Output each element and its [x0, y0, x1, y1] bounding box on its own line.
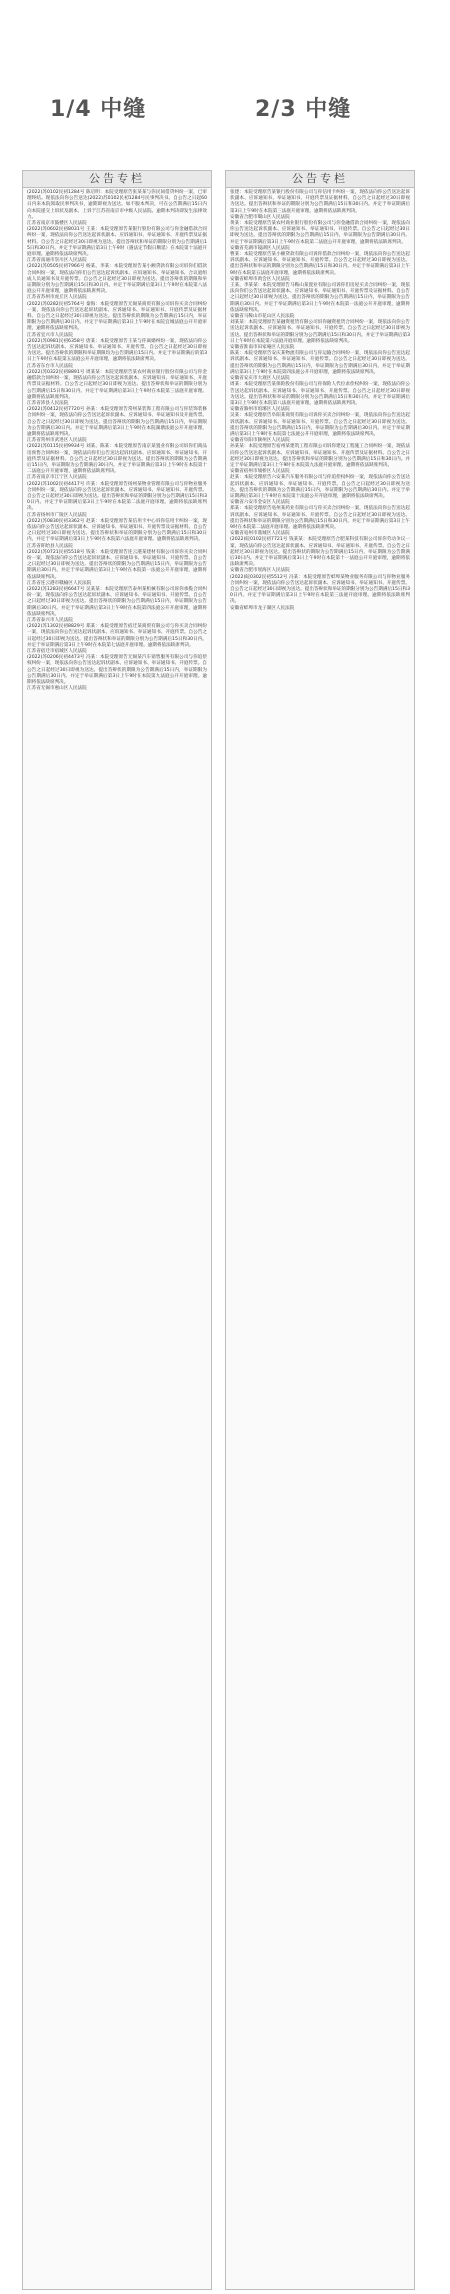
fold-labels [0, 0, 450, 170]
notice-body-right [226, 188, 414, 2288]
column-header-right: 公告专栏 [226, 171, 414, 188]
column-header-left: 公告专栏 [23, 171, 211, 188]
notice-text-left: (2022)苏0102民初1284号 陈启明：本院受理原告张某某与你民间借贷纠纷一案，已审理终结。现依法向你公告送达(2022)苏0102民初1284号民事判决书。自公告之日起60日内来本院领取民事判决书，逾期即视为送达。如不服本判决，可在公告期满后15日内向本院递交上诉状及副本，上诉于江苏省南京市中级人民法院。逾期本判决即发生法律效力。 江苏省南京市鼓楼区人民法院 (2022)苏0602民初8031号 王某：本院受理原告某银行股份有限公司与你金融借款合同纠纷一案，现依法向你公告送达起诉状副本、应诉通知书、举证通知书、开庭传票及证据材料。自公告之日起经过30日即视为送达。提出答辩状和举证的期限分别为公告期满后15日和30日内。并定于举证期满后第3日上午9时（遇法定节假日顺延）在本院第十法庭开庭审理。逾期将依法缺席判决。 江苏省南通市崇川区人民法院 (2022)苏0505民初7966号 杨某、李某：本院受理原告某小额贷款有限公司诉你们借款合同纠纷一案，现依法向你们公告送达起诉状副本、应诉通知书、举证通知书、合议庭组成人员通知书及开庭传票。自公告之日起经过30日即视为送达。提出答辩状的期限和举证期限分别为公告期满后15日和30日内。并定于举证期满后第3日上午9时在本院第八法庭公开开庭审理，逾期将依法缺席判决。 江苏省苏州市虎丘区人民法院 (2022)苏0282民初5764号 秦海：本院受理原告无锡某商贸有限公司诉你买卖合同纠纷一案，现依法向你公告送达起诉状副本、应诉通知书、举证通知书、开庭传票及证据材料。自公告之日起经过30日即视为送达。提出答辩状的期限为公告期满后15日内，举证期限为公告期满后30日内。并定于举证期满后第3日上午9时在本院宜城法庭公开开庭审理，逾期将依法缺席判决。 江苏省宜兴市人民法院 (2022)苏0981民初6358号 唐某：本院受理原告王某与你离婚纠纷一案，现依法向你公告送达起诉状副本、应诉通知书、举证通知书、开庭传票。自公告之日起经过30日即视为送达。提出答辩状的期限和举证期限均为公告期满后15日内。并定于举证期满后的第3日上午9时在本院第五法庭公开开庭审理，逾期将依法缺席判决。 江苏省东台市人民法院 (2022)苏0322民初8891号 周某某：本院受理原告某农村商业银行股份有限公司与你金融借款合同纠纷一案，现依法向你公告送达起诉状副本、应诉通知书、举证通知书、开庭传票及证据材料。自公告之日起经过30日即视为送达。提出答辩状和举证的期限分别为公告期满后15日和30日内。并定于举证期满后第3日上午9时在本院第三法庭开庭审理。逾期将依法缺席判决。 江苏省沛县人民法院 (2022)苏0412民初7720号 孙某：本院受理原告常州某装饰工程有限公司与你装饰装修合同纠纷一案，现依法向你公告送达起诉状副本、应诉通知书、举证通知书及开庭传票。自公告之日起经过30日即视为送达。提出答辩状的期限为公告期满后15日内，举证期限为公告期满后30日内。并定于举证期满后第3日上午9时在本院湖塘法庭公开开庭审理，逾期将依法缺席判决。 江苏省常州市武进区人民法院 (2022)苏0115民初9934号 刘某、陈某：本院受理原告南京某置业有限公司诉你们商品房预售合同纠纷一案，现依法向你们公告送达起诉状副本、应诉通知书、举证通知书、开庭传票及证据材料。自公告之日起经过30日即视为送达。提出答辩状的期限为公告期满后15日内，举证期限为公告期满后30日内。并定于举证期满后第3日上午9时在本院第十二法庭公开开庭审理，逾期将依法缺席判决。 江苏省南京市江宁区人民法院 (2022)苏1002民初4417号 许某：本院受理原告扬州某物业管理有限公司与你物业服务合同纠纷一案，现依法向你公告送达起诉状副本、应诉通知书、举证通知书、开庭传票。自公告之日起经过30日即视为送达。提出答辩状和举证的期限分别为公告期满后15日和30日内。并定于举证期满后第3日上午9时在本院第二法庭开庭审理。逾期将依法缺席判决。 江苏省扬州市广陵区人民法院 (2022)苏0830民初3362号 赵某：本院受理原告某信用卡中心诉你信用卡纠纷一案，现依法向你公告送达起诉状副本、应诉通知书、举证通知书、开庭传票及证据材料。自公告之日起经过30日即视为送达。提出答辩状和举证的期限分别为公告期满后15日和30日内。并定于举证期满后第3日上午9时在本院第六法庭开庭审理。逾期将依法缺席判决。 江苏省盱眙县人民法院 (2022)苏0721民初5518号 钱某：本院受理原告连云港某建材有限公司诉你买卖合同纠纷一案，现依法向你公告送达起诉状副本、应诉通知书、举证通知书、开庭传票。自公告之日起经过30日即视为送达。提出答辩状的期限为公告期满后15日内，举证期限为公告期满后30日内。并定于举证期满后第3日上午9时在本院第一法庭公开开庭审理，逾期将依法缺席判决。 江苏省连云港市赣榆区人民法院 (2022)苏1283民初6647号 吴某某：本院受理原告泰州某机械有限公司诉你承揽合同纠纷一案，现依法向你公告送达起诉状副本、应诉通知书、举证通知书、开庭传票。自公告之日起经过30日即视为送达。提出答辩状的期限为公告期满后15日内，举证期限为公告期满后30日内。并定于举证期满后第3日上午9时在本院第四法庭公开开庭审理，逾期将依法缺席判决。 江苏省泰兴市人民法院 (2022)苏1302民初8829号 郑某：本院受理原告宿迁某商贸有限公司与你买卖合同纠纷一案，现依法向你公告送达起诉状副本、应诉通知书、举证通知书、开庭传票。自公告之日起经过30日即视为送达。提出答辩状和举证的期限分别为公告期满后15日和30日内。并定于举证期满后第3日上午9时在本院第七法庭开庭审理。逾期将依法缺席判决。 江苏省宿迁市宿城区人民法院 (2022)苏0206民初4473号 冯某：本院受理原告无锡某汽车销售服务有限公司与你追偿权纠纷一案，现依法向你公告送达起诉状副本、应诉通知书、举证通知书、开庭传票。自公告之日起经过30日即视为送达。提出答辩状的期限为公告期满后15日内，举证期限为公告期满后30日内。并定于举证期满后第3日上午9时在本院第九法庭公开开庭审理。逾期将依法缺席判决。 江苏省无锡市惠山区人民法院 [27, 190, 207, 692]
fold-label-left: 1/4 中缝 [50, 97, 147, 122]
notice-body-left [23, 188, 211, 2288]
notice-text-right: 张建：本院受理原告某银行股份有限公司与你信用卡纠纷一案，现依法向你公告送达起诉状副本、应诉通知书、举证通知书、开庭传票及证据材料。自公告之日起经过30日即视为送达。提出答辩状和举证的期限分别为公告期满后15日和30日内。并定于举证期满后第3日上午9时在本院第三法庭开庭审理。逾期将依法缺席判决。 安徽省合肥市蜀山区人民法院 黄某：本院受理原告某农村商业银行股份有限公司与你金融借款合同纠纷一案，现依法向你公告送达起诉状副本、应诉通知书、举证通知书、开庭传票。自公告之日起经过30日即视为送达。提出答辩状的期限为公告期满后15日内，举证期限为公告期满后30日内。并定于举证期满后第3日上午9时在本院第二法庭公开开庭审理，逾期将依法缺席判决。 安徽省芜湖市镜湖区人民法院 曹某：本院受理原告某小额贷款有限公司诉你借款合同纠纷一案，现依法向你公告送达起诉状副本、应诉通知书、举证通知书、开庭传票。自公告之日起经过30日即视为送达。提出答辩状和举证的期限分别为公告期满后15日和30日内。并定于举证期满后第3日上午9时在本院第五法庭开庭审理，逾期将依法缺席判决。 安徽省蚌埠市禹会区人民法院 王某、李某某：本院受理原告马鞍山某置业有限公司诉你们房屋买卖合同纠纷一案，现依法向你们公告送达起诉状副本、应诉通知书、举证通知书、开庭传票及证据材料。自公告之日起经过30日即视为送达。提出答辩状的期限为公告期满后15日内，举证期限为公告期满后30日内。并定于举证期满后第3日上午9时在本院第一法庭公开开庭审理，逾期将依法缺席判决。 安徽省马鞍山市花山区人民法院 刘某某：本院受理原告某融资租赁有限公司诉你融资租赁合同纠纷一案，现依法向你公告送达起诉状副本、应诉通知书、举证通知书、开庭传票。自公告之日起经过30日即视为送达。提出答辩状和举证的期限分别为公告期满后15日和30日内。并定于举证期满后第3日上午9时在本院第六法庭开庭审理。逾期将依法缺席判决。 安徽省淮南市田家庵区人民法院 陈某：本院受理原告安庆某物流有限公司与你运输合同纠纷一案，现依法向你公告送达起诉状副本、应诉通知书、举证通知书、开庭传票。自公告之日起经过30日即视为送达。提出答辩状的期限为公告期满后15日内，举证期限为公告期满后30日内。并定于举证期满后第3日上午9时在本院第四法庭公开开庭审理，逾期将依法缺席判决。 安徽省安庆市大观区人民法院 周某：本院受理原告某保险股份有限公司与你保险人代位求偿权纠纷一案，现依法向你公告送达起诉状副本、应诉通知书、举证通知书、开庭传票。自公告之日起经过30日即视为送达。提出答辩状和举证的期限分别为公告期满后15日和30日内。并定于举证期满后第3日上午9时在本院第八法庭开庭审理。逾期将依法缺席判决。 安徽省滁州市琅琊区人民法院 吴某：本院受理原告阜阳某商贸有限公司诉你买卖合同纠纷一案，现依法向你公告送达起诉状副本、应诉通知书、举证通知书、开庭传票。自公告之日起经过30日即视为送达。提出答辩状的期限为公告期满后15日内，举证期限为公告期满后30日内。并定于举证期满后第3日上午9时在本院第七法庭公开开庭审理，逾期将依法缺席判决。 安徽省阜阳市颍州区人民法院 孙某某：本院受理原告宿州某建筑工程有限公司诉你建设工程施工合同纠纷一案，现依法向你公告送达起诉状副本、应诉通知书、举证通知书、开庭传票及证据材料。自公告之日起经过30日即视为送达。提出答辩状和举证的期限分别为公告期满后15日和30日内。并定于举证期满后第3日上午9时在本院第九法庭开庭审理。逾期将依法缺席判决。 安徽省宿州市埇桥区人民法院 赵某：本院受理原告六安某汽车服务有限公司与你追偿权纠纷一案，现依法向你公告送达起诉状副本、应诉通知书、举证通知书、开庭传票。自公告之日起经过30日即视为送达。提出答辩状的期限为公告期满后15日内，举证期限为公告期满后30日内。并定于举证期满后第3日上午9时在本院第十法庭公开开庭审理，逾期将依法缺席判决。 安徽省六安市金安区人民法院 郑某：本院受理原告亳州某药业有限公司与你买卖合同纠纷一案，现依法向你公告送达起诉状副本、应诉通知书、举证通知书、开庭传票。自公告之日起经过30日即视为送达。提出答辩状和举证的期限分别为公告期满后15日和30日内。并定于举证期满后第3日上午9时在本院第二法庭开庭审理。逾期将依法缺席判决。 安徽省亳州市谯城区人民法院 (2022)皖0102民初7721号 钱某某：本院受理原告合肥某科技有限公司诉你劳动争议一案，现依法向你公告送达起诉状副本、应诉通知书、举证通知书、开庭传票。自公告之日起经过30日即视为送达。提出答辩状的期限为公告期满后15日内，举证期限为公告期满后30日内。并定于举证期满后第3日上午9时在本院第十一法庭公开开庭审理，逾期将依法缺席判决。 安徽省合肥市瑶海区人民法院 (2022)皖0302民初5512号 冯某：本院受理原告蚌埠某物业服务有限公司与你物业服务合同纠纷一案，现依法向你公告送达起诉状副本、应诉通知书、举证通知书、开庭传票。自公告之日起经过30日即视为送达。提出答辩状和举证的期限分别为公告期满后15日和30日内。并定于举证期满后第3日上午9时在本院第三法庭开庭审理。逾期将依法缺席判决。 安徽省蚌埠市龙子湖区人民法院 [230, 190, 410, 611]
notice-column-right [225, 170, 415, 2290]
fold-label-right: 2/3 中缝 [255, 97, 352, 122]
notice-column-left [22, 170, 212, 2290]
